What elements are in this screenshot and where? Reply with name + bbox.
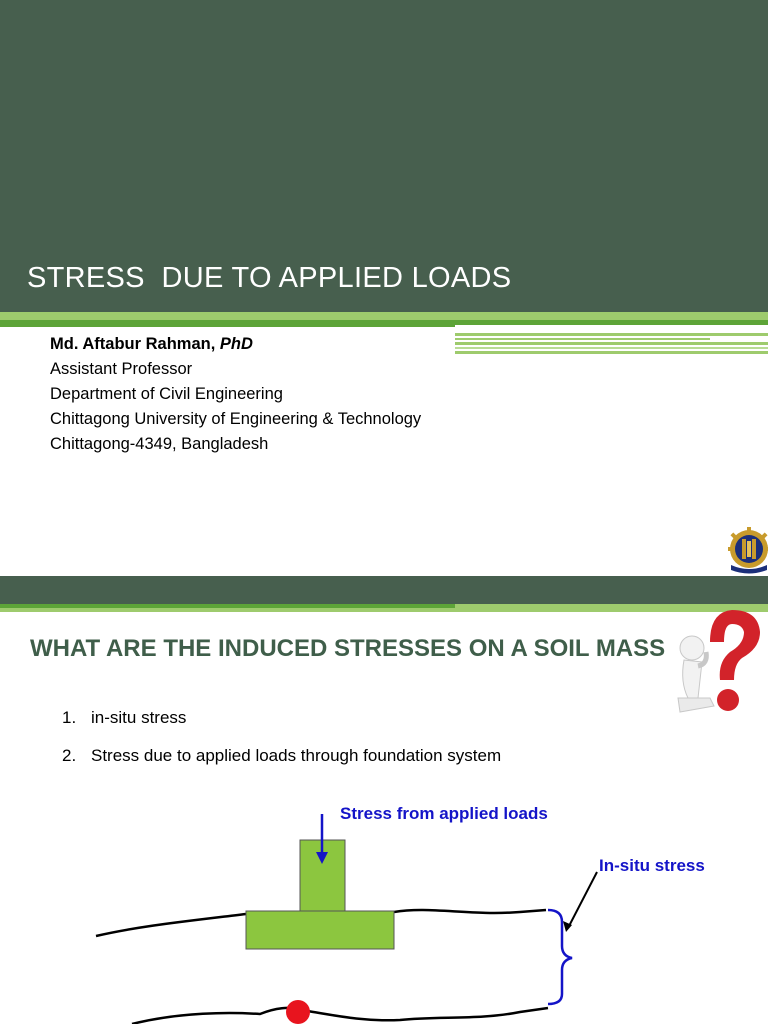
slide-header xyxy=(0,576,768,604)
header-band-dark xyxy=(0,604,455,608)
thinking-figure-question-mark-icon xyxy=(670,602,768,722)
header-band-light xyxy=(0,312,768,320)
author-university: Chittagong University of Engineering & Technology xyxy=(50,410,422,428)
insitu-stress-label: In-situ stress xyxy=(599,856,705,875)
content-slide xyxy=(0,576,768,1024)
stress-point-marker xyxy=(286,1000,310,1024)
university-crest-icon xyxy=(725,527,768,575)
slide-title: WHAT ARE THE INDUCED STRESSES ON A SOIL MASS xyxy=(30,635,666,662)
header-band-dark-right xyxy=(455,320,768,325)
insitu-pointer xyxy=(568,872,597,928)
soil-depth-line xyxy=(132,1008,548,1024)
header-band-dark xyxy=(0,320,455,327)
list-item xyxy=(62,708,501,746)
author-department: Department of Civil Engineering xyxy=(50,385,283,403)
list-number: 1. xyxy=(62,708,77,727)
decorative-stripes xyxy=(455,333,768,357)
slide-title: STRESS DUE TO APPLIED LOADS xyxy=(27,262,512,294)
list-text: in-situ stress xyxy=(91,708,187,727)
author-name: Md. Aftabur Rahman, xyxy=(50,335,220,353)
author-name-line xyxy=(50,332,421,357)
author-address: Chittagong-4349, Bangladesh xyxy=(50,435,269,453)
author-degree: PhD xyxy=(219,335,253,353)
footing-base xyxy=(246,911,394,949)
list-number: 2. xyxy=(62,746,77,765)
list-text: Stress due to applied loads through foundation system xyxy=(91,746,502,765)
author-block xyxy=(50,332,421,457)
author-position: Assistant Professor xyxy=(50,360,193,378)
applied-loads-label: Stress from applied loads xyxy=(340,804,548,823)
stress-list xyxy=(62,708,501,784)
